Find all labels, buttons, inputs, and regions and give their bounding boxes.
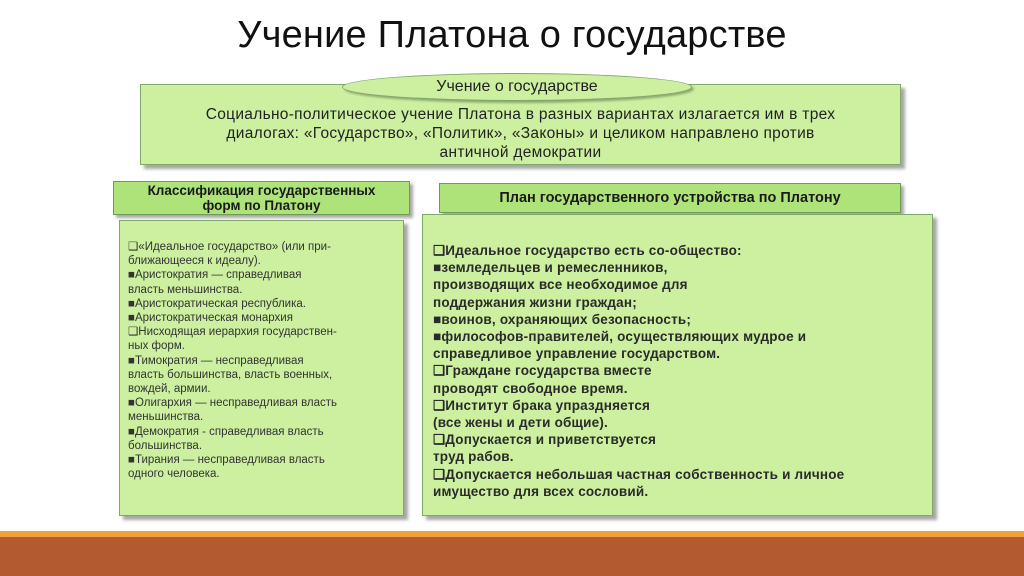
list-item: ■Аристократия — справедливая — [128, 269, 302, 282]
classification-list — [128, 240, 398, 481]
list-item: ■Аристократическая республика. — [128, 297, 306, 310]
list-item: вождей, армии. — [128, 383, 211, 396]
list-item: власть меньшинства. — [128, 283, 243, 296]
list-item: труд рабов. — [433, 449, 514, 465]
state-plan-box — [422, 214, 933, 516]
list-item: имущество для всех сословий. — [433, 483, 649, 499]
list-item: ближающееся к идеалу). — [128, 255, 261, 268]
list-item: ❑Идеальное государство есть со-общество: — [433, 243, 742, 258]
list-item: ❑Граждане государства вместе — [433, 363, 652, 379]
header-line: Классификация государственных — [147, 183, 376, 198]
list-item: поддержания жизни граждан; — [433, 294, 637, 310]
list-item: ■Демократия - справедливая власть — [128, 425, 324, 438]
list-item: ■Аристократическая монархия — [128, 312, 293, 325]
list-item: ❑«Идеальное государство» (или при- — [128, 241, 331, 253]
list-item: меньшинства. — [128, 411, 204, 424]
list-item: власть большинства, власть военных, — [128, 368, 333, 381]
list-item: ■Тирания — несправедливая власть — [128, 454, 325, 467]
list-item: (все жены и дети общие). — [433, 415, 609, 431]
classification-header — [113, 181, 410, 215]
list-item: ■Тимократия — несправедливая — [128, 354, 304, 367]
classification-box — [119, 220, 404, 516]
list-item: большинства. — [128, 439, 203, 452]
page-title: Учение Платона о государстве — [237, 14, 787, 56]
list-item: одного человека. — [128, 468, 220, 481]
summary-line: античной демократии — [439, 144, 602, 161]
list-item: ных форм. — [128, 340, 185, 353]
list-item: ❑Допускается и приветствуется — [433, 432, 657, 448]
summary-line: Социально-политическое учение Платона в разных вариантах излагается им в трех — [205, 106, 836, 123]
list-item: ■Олигархия — несправедливая власть — [128, 397, 338, 410]
list-item: ❑Допускается небольшая частная собственность и личное — [433, 466, 845, 482]
doctrine-pill-label: Учение о государстве — [342, 73, 692, 101]
state-plan-list — [433, 242, 928, 500]
header-line: форм по Платону — [202, 198, 321, 213]
list-item: производящих все необходимое для — [433, 277, 688, 293]
list-item: ❑Институт брака упраздняется — [433, 397, 651, 413]
list-item: справедливое управление государством. — [433, 346, 721, 362]
list-item: ■земледельцев и ремесленников, — [433, 260, 668, 276]
list-item: ■воинов, охраняющих безопасность; — [433, 311, 692, 327]
list-item: проводят свободное время. — [433, 380, 628, 396]
list-item: ■философов-правителей, осуществляющих мудрое и — [433, 329, 807, 345]
state-plan-header: План государственного устройства по Платону — [439, 183, 901, 213]
footer-band — [0, 537, 1024, 576]
summary-line: диалогах: «Государство», «Политик», «Законы» и целиком направлено против — [226, 125, 815, 142]
list-item: ❑Нисходящая иерархия государствен- — [128, 326, 337, 339]
doctrine-summary-text — [149, 105, 892, 162]
